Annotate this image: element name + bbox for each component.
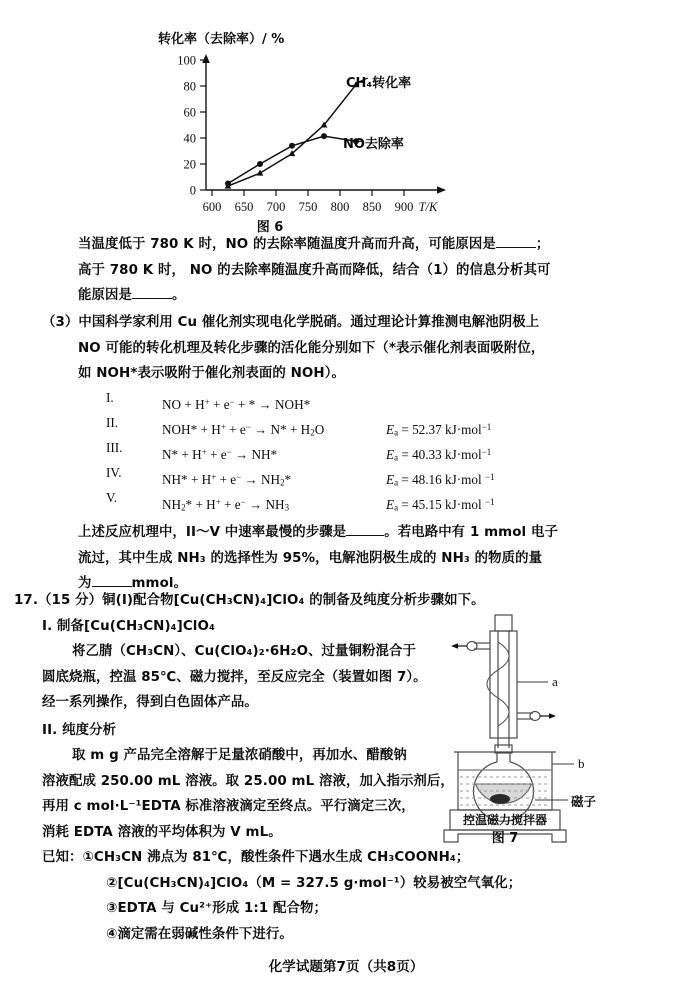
step-equation: N* + H+ + e− → NH* [162, 446, 278, 462]
q17-part2-line-3: 再用 c mol·L⁻¹EDTA 标准溶液滴定至终点。平行滴定三次， [42, 799, 415, 814]
q2-line-1: 当温度低于 780 K 时，NO 的去除率随温度升高而升高，可能原因是 ； [78, 237, 550, 252]
q17-known-line-1 [42, 845, 521, 871]
svg-text:20: 20 [183, 157, 196, 172]
q17-part2-line-1: 取 m g 产品完全溶解于足量浓硝酸中，再加水、醋酸钠 [72, 748, 407, 763]
q3-line-1: （3）中国科学家利用 Cu 催化剂实现电化学脱硝。通过理论计算推测电解池阴极上 [42, 315, 540, 330]
question-3 [42, 310, 544, 387]
answer-blank[interactable] [346, 535, 384, 536]
chart-y-axis-title: 转化率（去除率）/ % [158, 32, 285, 47]
step-numeral: III. [106, 440, 123, 455]
svg-text:700: 700 [266, 200, 286, 214]
question-3-tail [78, 520, 558, 597]
label-b: b [578, 756, 585, 771]
condenser-outlet-tip [467, 642, 477, 651]
q17-part2-line-2: 溶液配成 250.00 mL 溶液。取 25.00 mL 溶液，加入指示剂后， [42, 773, 454, 789]
step-numeral: V. [106, 490, 118, 505]
q17-number: 17. [14, 593, 39, 608]
answer-blank[interactable] [132, 298, 172, 299]
q2-line-2: 高于 780 K 时， NO 的去除率随温度升高而降低，结合（1）的信息分析其可 [78, 262, 551, 278]
label-a: a [552, 674, 558, 689]
q3-line-2: NO 可能的转化机理及转化步骤的活化能分别如下（*表示催化剂表面吸附位， [78, 340, 545, 356]
svg-text:60: 60 [183, 105, 196, 120]
q3-tail-line-3: 为 mmol。 [78, 576, 188, 591]
x-axis-title: T/K [418, 200, 438, 214]
svg-text:40: 40 [183, 131, 196, 146]
chart-plot [150, 50, 480, 225]
q17-known-line-2: ②[Cu(CH₃CN)₄]ClO₄（M = 327.5 g·mol⁻¹）较易被空气氧化； [106, 875, 522, 891]
question-2-tail [78, 232, 550, 309]
q17-part1-line-2: 圆底烧瓶，控温 85℃、磁力搅拌，至反应完全（装置如图 7）。 [42, 669, 427, 685]
q17-part1-label: I. 制备[Cu(CH₃CN)₄]ClO₄ [42, 618, 215, 634]
magnetic-stir-bar [490, 794, 510, 804]
q3-marker: （3） [42, 315, 79, 330]
page-footer: 化学试题第7页（共8页） [268, 959, 424, 975]
answer-blank[interactable] [496, 247, 536, 248]
figure-7-caption: 图 7 [491, 831, 519, 846]
step-activation-energy: $E_a = 40.33$ kJ·mol$^{-1}$ [386, 446, 492, 463]
step-activation-energy: $E_a = 45.15$ kJ·mol $^{-1}$ [386, 496, 495, 513]
step-numeral: II. [106, 415, 119, 430]
q17-part1-line-1: 将乙腈（CH₃CN）、Cu(ClO₄)₂·6H₂O、过量铜粉混合于 [72, 644, 416, 659]
known-item: ①CH₃CN 沸点为 81℃，酸性条件下遇水生成 CH₃COONH₄； [82, 850, 470, 865]
y-axis-arrow [202, 54, 210, 63]
q3-tail-line-2: 流过，其中生成 NH₃ 的选择性为 95%，电解池阴极生成的 NH₃ 的物质的量 [78, 550, 543, 566]
condenser-inlet-tip [530, 712, 540, 721]
q17-part1-line-3: 经一系列操作，得到白色固体产品。 [42, 695, 258, 710]
step-numeral: I. [106, 390, 114, 405]
q17-part2-line-4: 消耗 EDTA 溶液的平均体积为 V mL。 [42, 824, 282, 840]
x-tick-labels [203, 200, 414, 214]
svg-text:750: 750 [298, 200, 318, 214]
step-equation: NO + H+ + e− + * → NOH* [162, 396, 311, 412]
step-numeral: IV. [106, 465, 122, 480]
x-axis-arrow [437, 186, 446, 194]
water-flow-arrows [451, 643, 556, 719]
q3-tail-line-1: 上述反应机理中，II～V 中速率最慢的步骤是 。若电路中有 1 mmol 电子 [78, 525, 558, 540]
svg-text:650: 650 [234, 200, 254, 214]
q17-known-line-3: ③EDTA 与 Cu²⁺形成 1:1 配合物； [106, 901, 328, 916]
label-leaders [517, 682, 574, 800]
q17-points: （15 分） [38, 593, 103, 608]
q2-line-3: 能原因是 。 [78, 288, 186, 303]
svg-text:80: 80 [183, 79, 196, 94]
step-equation: $NOH* + H^+ + e^- \to N* + H_2O$ [162, 421, 325, 438]
y-tick-labels [177, 54, 196, 198]
step-equation: $NH_2* + H^+ + e^- \to NH_3$ [162, 496, 290, 513]
svg-text:900: 900 [394, 200, 414, 214]
legend-label-ch4: CH₄转化率 [346, 76, 412, 91]
svg-text:100: 100 [177, 53, 196, 68]
svg-text:600: 600 [202, 200, 222, 214]
condenser-top-opening [495, 615, 512, 631]
inlet-arrow-icon [549, 713, 556, 719]
svg-text:0: 0 [189, 183, 196, 198]
answer-blank[interactable] [92, 586, 132, 587]
series-ch4-line [228, 85, 356, 186]
known-label: 已知： [42, 850, 83, 865]
step-equation: $NH* + H^+ + e^- \to NH_2*$ [162, 471, 292, 488]
apparatus-diagram [440, 612, 692, 847]
step-activation-energy: $E_a = 48.16$ kJ·mol $^{-1}$ [386, 471, 495, 488]
label-stir-bar: 磁子 [571, 794, 597, 809]
svg-text:800: 800 [330, 200, 350, 214]
q17-known-line-4: ④滴定需在弱碱性条件下进行。 [106, 926, 293, 942]
legend-label-no: NO去除率 [343, 137, 404, 152]
q3-line-3: 如 NOH*表示吸附于催化剂表面的 NOH）。 [78, 366, 345, 381]
step-activation-energy: $E_a = 52.37$ kJ·mol$^{-1}$ [386, 421, 492, 438]
outlet-arrow-icon [451, 643, 458, 649]
conversion-rate-chart [150, 28, 480, 235]
q17-stem-line [14, 588, 521, 614]
q17-part2-label: II. 纯度分析 [42, 722, 117, 738]
svg-text:850: 850 [362, 200, 382, 214]
figure-6-caption: 图 6 [256, 220, 284, 235]
q17-stem: 铜(I)配合物[Cu(CH₃CN)₄]ClO₄ 的制备及纯度分析步骤如下。 [102, 593, 485, 608]
label-stirrer: 控温磁力搅拌器 [462, 813, 547, 827]
